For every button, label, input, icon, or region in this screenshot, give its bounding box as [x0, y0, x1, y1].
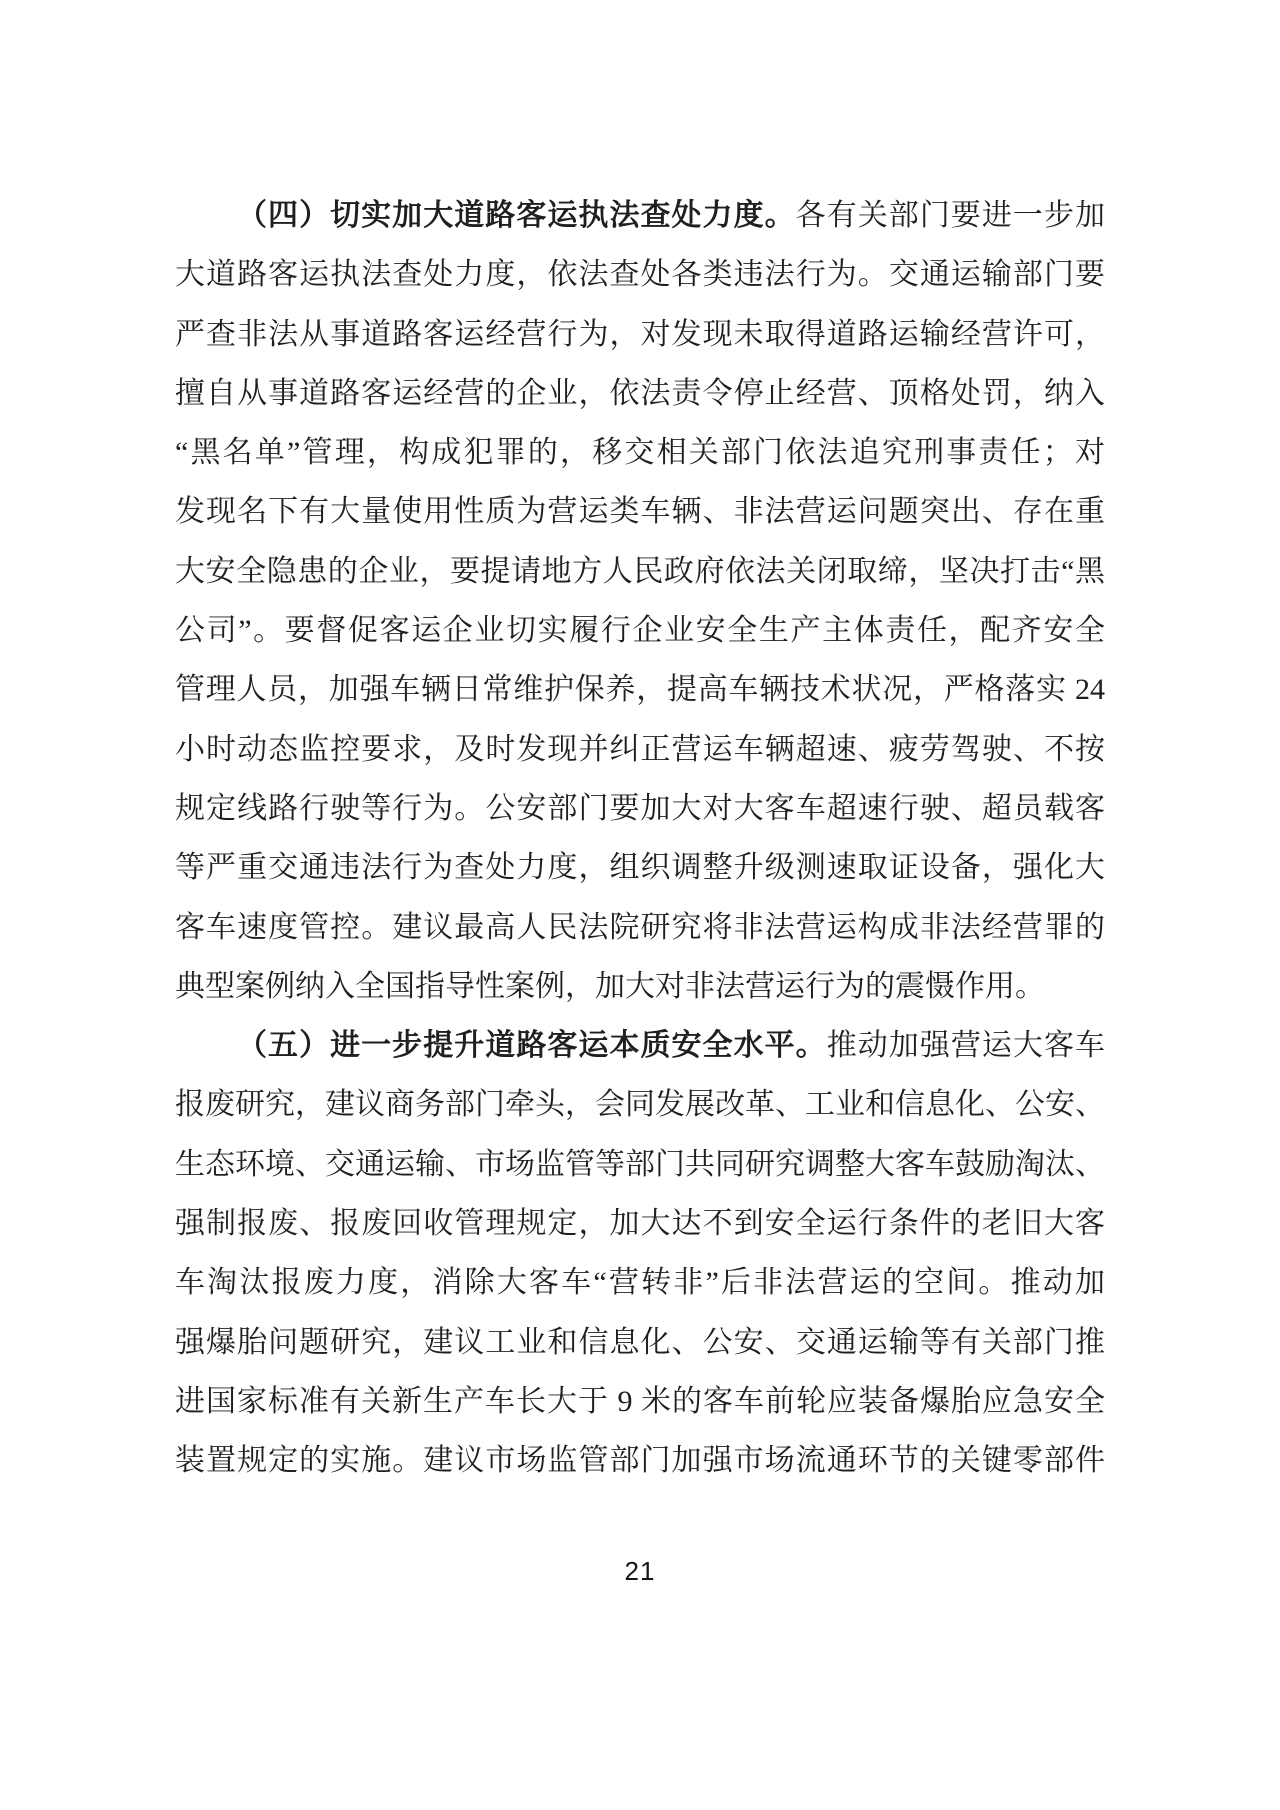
- text-line: [175, 601, 1105, 660]
- text-line: [175, 779, 1105, 838]
- text-line: [175, 957, 1105, 1016]
- text-line: [175, 1431, 1105, 1490]
- body-text: 装置规定的实施。建议市场监管部门加强市场流通环节的关键零部件: [175, 1444, 1105, 1478]
- text-line: [175, 1016, 1105, 1075]
- body-text: 车淘汰报废力度，消除大客车“营转非”后非法营运的空间。推动加: [175, 1266, 1105, 1300]
- text-line: [175, 245, 1105, 304]
- body-text: 管理人员，加强车辆日常维护保养，提高车辆技术状况，严格落实 24: [175, 673, 1105, 707]
- body-text: 发现名下有大量使用性质为营运类车辆、非法营运问题突出、存在重: [175, 495, 1105, 529]
- body-text: 各有关部门要进一步加: [795, 199, 1106, 232]
- text-line: [175, 1313, 1105, 1372]
- body-text: 进国家标准有关新生产车长大于 9 米的客车前轮应装备爆胎应急安全: [175, 1384, 1105, 1418]
- body-text: 规定线路行驶等行为。公安部门要加大对大客车超速行驶、超员载客: [175, 791, 1105, 825]
- text-line: [175, 423, 1105, 482]
- text-line: [175, 364, 1105, 423]
- text-line: [175, 1075, 1105, 1134]
- text-line: [175, 1372, 1105, 1431]
- body-text: 典型案例纳入全国指导性案例，加大对非法营运行为的震慑作用。: [175, 969, 1045, 1003]
- body-text: 等严重交通违法行为查处力度，组织调整升级测速取证设备，强化大: [175, 851, 1105, 885]
- body-text: “黑名单”管理，构成犯罪的，移交相关部门依法追究刑事责任；对: [175, 436, 1105, 470]
- text-line: [175, 186, 1105, 245]
- body-text: 强制报废、报废回收管理规定，加大达不到安全运行条件的老旧大客: [175, 1207, 1105, 1241]
- text-line: [175, 898, 1105, 957]
- body-text: 生态环境、交通运输、市场监管等部门共同研究调整大客车鼓励淘汰、: [175, 1147, 1105, 1181]
- body-text: 大道路客运执法查处力度，依法查处各类违法行为。交通运输部门要: [175, 258, 1105, 292]
- text-line: [175, 305, 1105, 364]
- body-text: 大安全隐患的企业，要提请地方人民政府依法关闭取缔，坚决打击“黑: [175, 554, 1105, 588]
- body-text: 强爆胎问题研究，建议工业和信息化、公安、交通运输等有关部门推: [175, 1325, 1105, 1359]
- text-line: [175, 1253, 1105, 1312]
- text-line: [175, 482, 1105, 541]
- section-heading: （四）切实加大道路客运执法查处力度。: [237, 199, 796, 232]
- body-text: 擅自从事道路客运经营的企业，依法责令停止经营、顶格处罚，纳入: [175, 376, 1105, 410]
- body-text: 公司”。要督促客运企业切实履行企业安全生产主体责任，配齐安全: [175, 614, 1105, 648]
- section-heading: （五）进一步提升道路客运本质安全水平。: [237, 1029, 827, 1063]
- text-line: [175, 1194, 1105, 1253]
- text-line: [175, 542, 1105, 601]
- text-line: [175, 838, 1105, 897]
- body-text: 小时动态监控要求，及时发现并纠正营运车辆超速、疲劳驾驶、不按: [175, 732, 1105, 766]
- body-text: 客车速度管控。建议最高人民法院研究将非法营运构成非法经营罪的: [175, 910, 1105, 944]
- text-line: [175, 660, 1105, 719]
- text-body: [175, 186, 1105, 1491]
- body-text: 报废研究，建议商务部门牵头，会同发展改革、工业和信息化、公安、: [175, 1088, 1105, 1122]
- body-text: 严查非法从事道路客运经营行为，对发现未取得道路运输经营许可，: [175, 317, 1105, 351]
- text-line: [175, 720, 1105, 779]
- text-line: [175, 1135, 1105, 1194]
- body-text: 推动加强营运大客车: [826, 1029, 1105, 1063]
- page-number: 21: [624, 1556, 656, 1586]
